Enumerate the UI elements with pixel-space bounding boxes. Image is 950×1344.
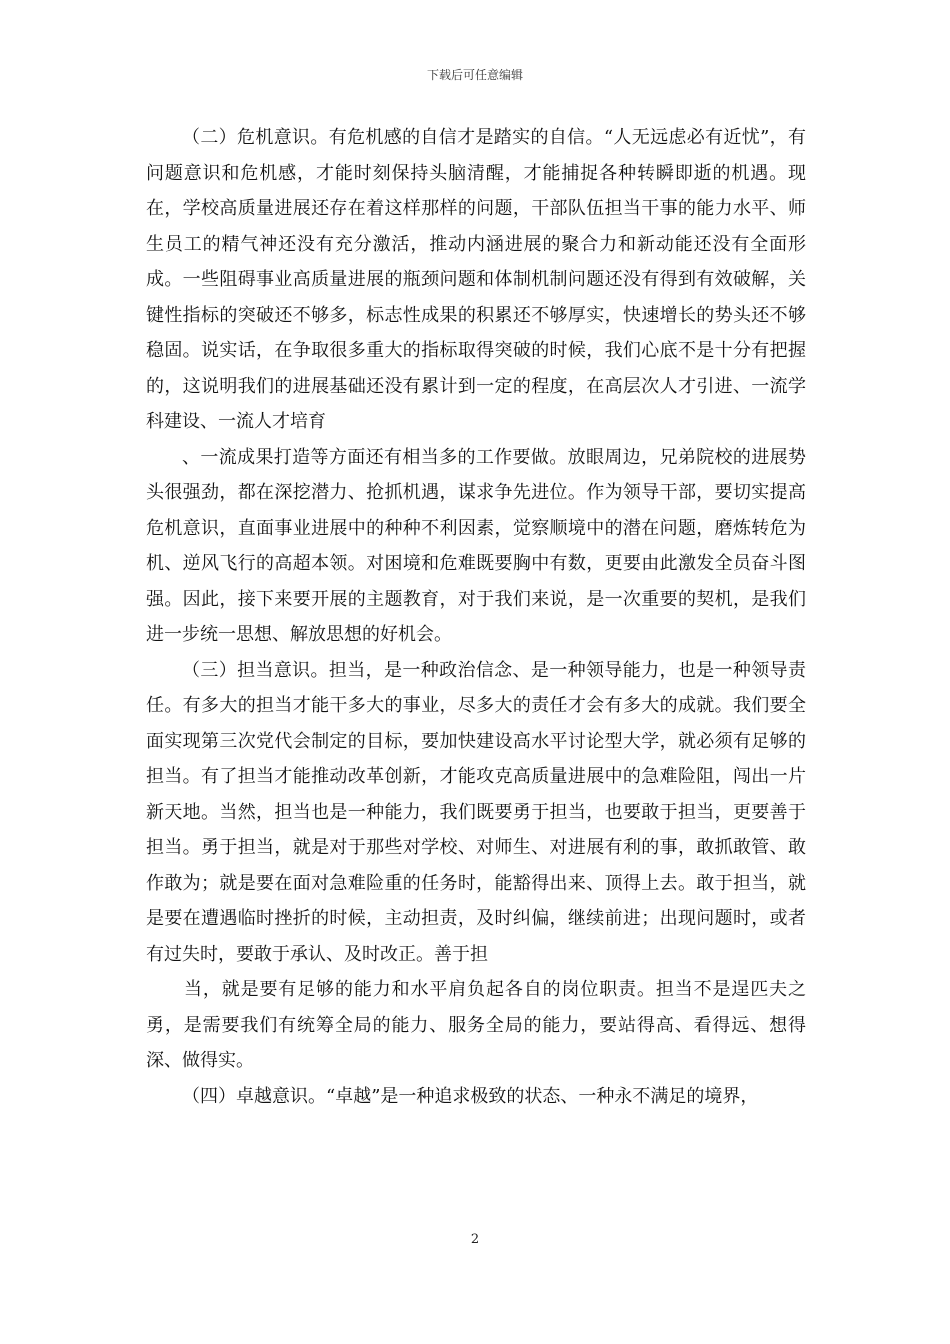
page-number: 2: [470, 1232, 480, 1247]
page-header: 下载后可任意编辑: [426, 68, 523, 82]
paragraph-excellence-awareness: （四）卓越意识。“卓越”是一种追求极致的状态、一种永不满足的境界，: [182, 1085, 759, 1107]
paragraph-crisis-awareness-continued: 、一流成果打造等方面还有相当多的工作要做。放眼周边，兄弟院校的进展势头很强劲，都在深挖潜力、抢抓机遇，谋求争先进位。作为领导干部，要切实提高危机意识，直面事业进展中的种种不利因素，觉察顺境中的潜在问题，磨炼转危为机、逆风飞行的高超本领。对困境和危难既要胸中有数，更要由此激发全员奋斗图强。因此，接下来要开展的主题教育，对于我们来说，是一次重要的契机，是我们进一步统一思想、解放思想的好机会。: [146, 446, 806, 645]
paragraph-responsibility-awareness-continued: 当，就是要有足够的能力和水平肩负起各自的岗位职责。担当不是逞匹夫之勇，是需要我们有统筹全局的能力、服务全局的能力，要站得高、看得远、想得深、做得实。: [146, 979, 806, 1071]
paragraph-crisis-awareness: （二）危机意识。有危机感的自信才是踏实的自信。“人无远虑必有近忧”，有问题意识和危机感，才能时刻保持头脑清醒，才能捕捉各种转瞬即逝的机遇。现在，学校高质量进展还存在着这样那样的问题，干部队伍担当干事的能力水平、师生员工的精气神还没有充分激活，推动内涵进展的聚合力和新动能还没有全面形成。一些阻碍事业高质量进展的瓶颈问题和体制机制问题还没有得到有效破解，关键性指标的突破还不够多，标志性成果的积累还不够厚实，快速增长的势头还不够稳固。说实话，在争取很多重大的指标取得突破的时候，我们心底不是十分有把握的，这说明我们的进展基础还没有累计到一定的程度，在高层次人才引进、一流学科建设、一流人才培育: [146, 127, 806, 432]
paragraph-responsibility-awareness: （三）担当意识。担当，是一种政治信念、是一种领导能力，也是一种领导责任。有多大的担当才能干多大的事业，尽多大的责任才会有多大的成就。我们要全面实现第三次党代会制定的目标，要加快建设高水平讨论型大学，就必须有足够的担当。有了担当才能推动改革创新，才能攻克高质量进展中的急难险阻，闯出一片新天地。当然，担当也是一种能力，我们既要勇于担当，也要敢于担当，更要善于担当。勇于担当，就是对于那些对学校、对师生、对进展有利的事，敢抓敢管、敢作敢为；就是要在面对急难险重的任务时，能豁得出来、顶得上去。敢于担当，就是要在遭遇临时挫折的时候，主动担责，及时纠偏，继续前进；出现问题时，或者有过失时，要敢于承认、及时改正。善于担: [146, 659, 806, 965]
document-body: [146, 120, 806, 1114]
